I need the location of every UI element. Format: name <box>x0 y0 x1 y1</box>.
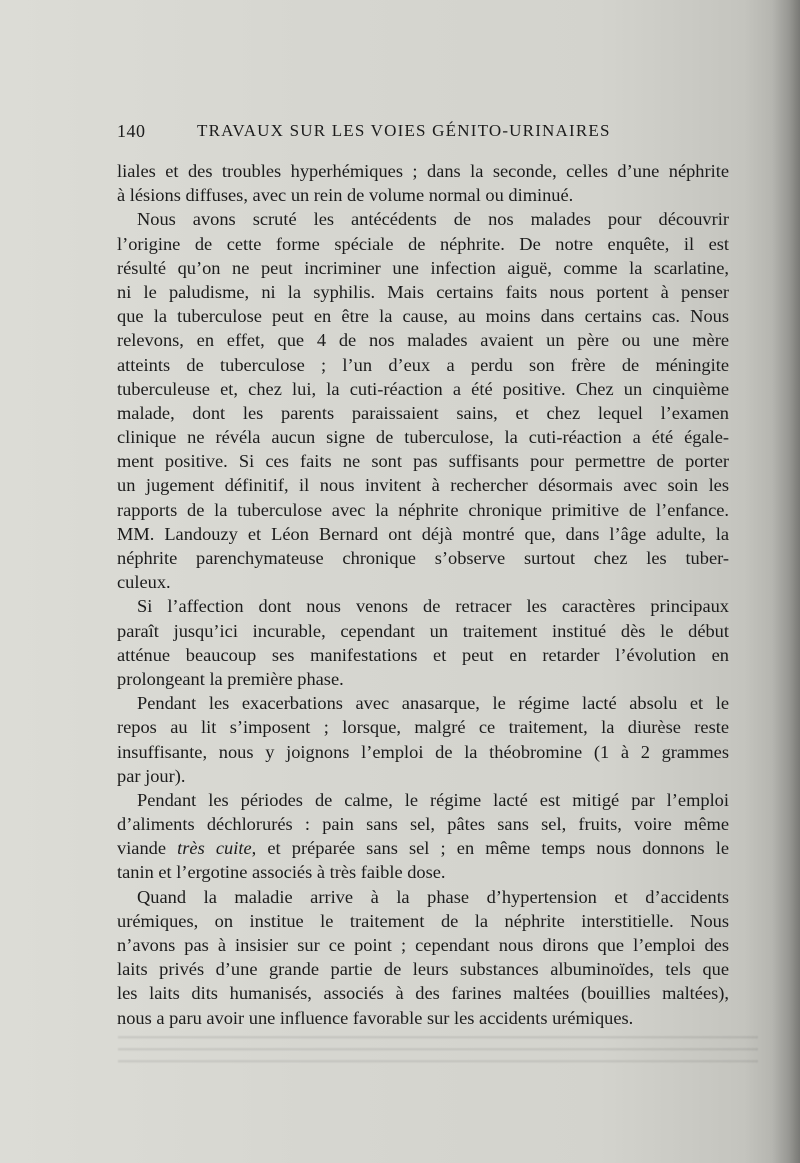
text-line: Quand la maladie arrive à la phase d’hypertension et d’accidents <box>137 886 729 907</box>
text-line: Nous avons scruté les antécédents de nos malades pour découvrir <box>137 209 729 230</box>
text-line: MM. Landouzy et Léon Bernard ont déjà montré que, dans l’âge adulte, la <box>117 523 729 544</box>
text-line: prolongeant la première phase. <box>117 668 344 689</box>
text-line: les laits dits humanisés, associés à des farines maltées (bouillies maltées), <box>117 983 729 1004</box>
bleed-through-shadow <box>118 1036 758 1070</box>
text-line: insuffisante, nous y joignons l’emploi de la théobromine (1 à 2 grammes <box>117 741 729 762</box>
text-line: nous a paru avoir une influence favorable sur les accidents urémiques. <box>117 1007 634 1028</box>
page-edge-shadow <box>772 0 800 1163</box>
text-line: Si l’affection dont nous venons de retracer les caractères principaux <box>137 596 729 617</box>
text-line: malade, dont les parents paraissaient sains, et chez lequel l’examen <box>117 402 729 423</box>
text-line: liales et des troubles hyperhémiques ; dans la seconde, celles d’une néphrite <box>117 161 729 181</box>
text-line: résulté qu’on ne peut incriminer une infection aiguë, comme la scarlatine, <box>117 257 729 278</box>
text-line: tuberculeuse et, chez lui, la cuti-réaction a été positive. Chez un cinquième <box>117 378 729 399</box>
text-segment: viande <box>117 838 178 859</box>
text-line: n’avons pas à insisier sur ce point ; cependant nous dirons que l’emploi des <box>117 935 729 955</box>
text-line: atténue beaucoup ses manifestations et peut en retarder l’évolution en <box>117 644 729 665</box>
text-line: paraît jusqu’ici incurable, cependant un traitement institué dès le début <box>117 620 729 641</box>
text-line: l’origine de cette forme spéciale de néphrite. De notre enquête, il est <box>117 233 729 254</box>
text-line: Pendant les périodes de calme, le régime lacté est mitigé par l’emploi <box>137 789 729 810</box>
text-line: rapports de la tuberculose avec la néphrite chronique primitive de l’enfance. <box>117 499 729 520</box>
text-line: tanin et l’ergotine associés à très faible dose. <box>117 862 446 883</box>
text-line: d’aliments déchlorurés : pain sans sel, pâtes sans sel, fruits, voire même <box>117 814 729 835</box>
text-line: laits privés d’une grande partie de leurs substances albuminoïdes, tels que <box>117 959 729 980</box>
page-number: 140 <box>117 121 146 141</box>
running-title: TRAVAUX SUR LES VOIES GÉNITO-URINAIRES <box>197 121 611 140</box>
text-line: Pendant les exacerbations avec anasarque, le régime lacté absolu et le <box>137 693 729 714</box>
page-header <box>117 121 729 145</box>
text-segment: , et préparée sans sel ; en même temps nous donnons le <box>251 838 729 859</box>
text-line <box>117 836 729 860</box>
text-line: ment positive. Si ces faits ne sont pas suffisants pour permettre de porter <box>117 451 729 472</box>
text-line: clinique ne révéla aucun signe de tuberculose, la cuti-réaction a été égale- <box>117 427 729 448</box>
text-line: urémiques, on institue le traitement de la néphrite interstitielle. Nous <box>117 910 729 931</box>
italic-phrase: très cuite <box>177 838 252 859</box>
text-line: ni le paludisme, ni la syphilis. Mais certains faits nous portent à penser <box>117 281 729 302</box>
text-line: par jour). <box>117 765 186 786</box>
text-line: culeux. <box>117 572 171 593</box>
body-text <box>117 159 729 1030</box>
text-line: un jugement définitif, il nous invitent à rechercher désormais avec soin les <box>117 475 729 496</box>
text-line: à lésions diffuses, avec un rein de volume normal ou diminué. <box>117 185 574 206</box>
text-line: néphrite parenchymateuse chronique s’observe surtout chez les tuber- <box>117 548 729 568</box>
text-line: repos au lit s’imposent ; lorsque, malgré ce traitement, la diurèse reste <box>117 717 729 738</box>
text-line: atteints de tuberculose ; l’un d’eux a perdu son frère de méningite <box>117 354 729 375</box>
text-line: relevons, en effet, que 4 de nos malades avaient un père ou une mère <box>117 330 729 351</box>
text-line: que la tuberculose peut en être la cause, au moins dans certains cas. Nous <box>117 306 729 327</box>
